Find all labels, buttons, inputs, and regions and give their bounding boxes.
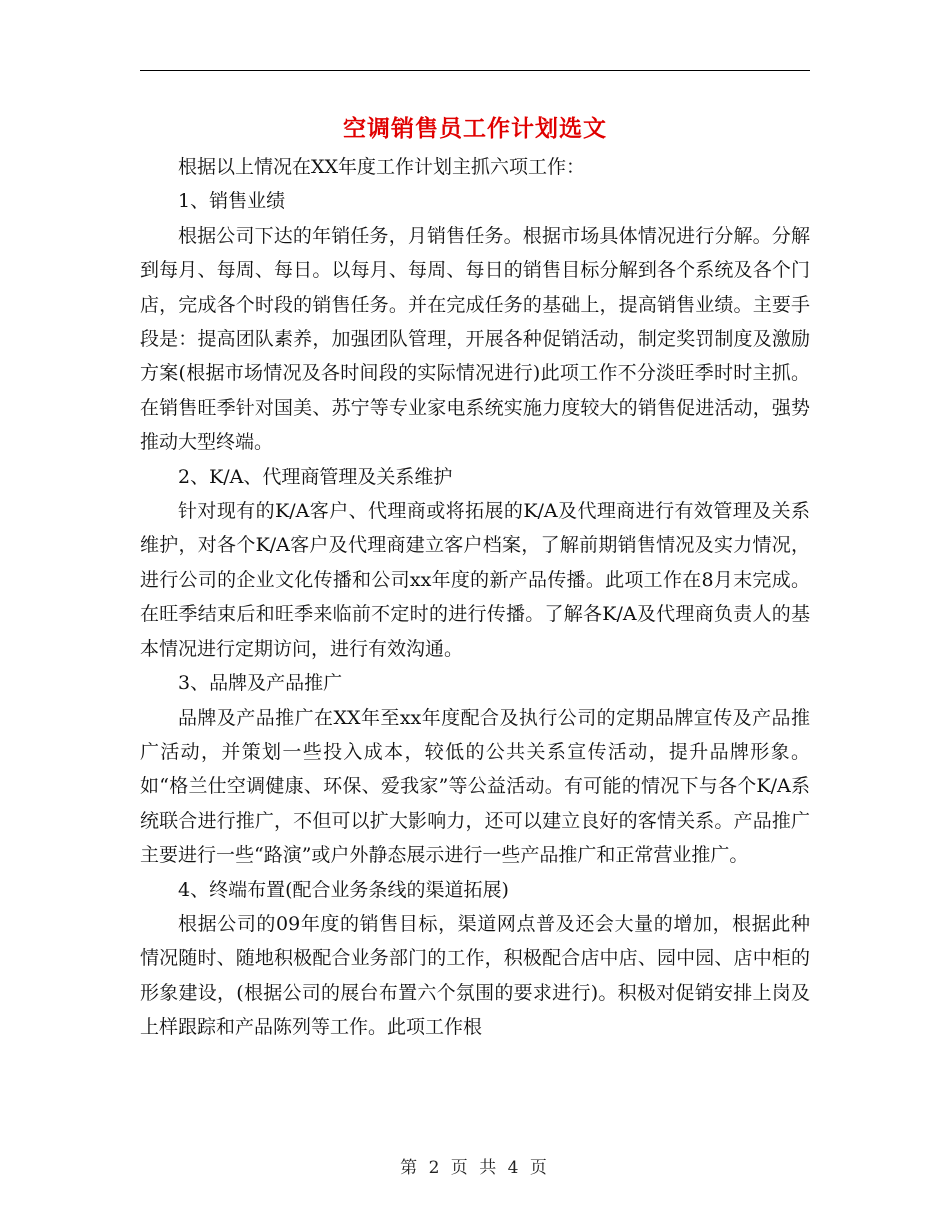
- section-heading-1: 1、销售业绩: [178, 190, 286, 213]
- header-rule: [140, 70, 810, 71]
- document-title: 空调销售员工作计划选文: [343, 115, 607, 142]
- section-heading-3: 3、品牌及产品推广: [178, 672, 343, 695]
- paragraph-1: 根据公司下达的年销任务，月销售任务。根据市场具体情况进行分解。分解到每月、每周、每日。以每月、每周、每日的销售目标分解到各个系统及各个门店，完成各个时段的销售任务。并在完成任务的基础上，提高销售业绩。主要手段是：提高团队素养，加强团队管理，开展各种促销活动，制定奖罚制度及激励方案(根据市场情况及各时间段的实际情况进行)此项工作不分淡旺季时时主抓。在销售旺季针对国美、苏宁等专业家电系统实施力度较大的销售促进活动，强势推动大型终端。: [140, 224, 810, 454]
- paragraph-intro: 根据以上情况在XX年度工作计划主抓六项工作：: [178, 156, 586, 178]
- paragraph-2: 针对现有的K/A客户、代理商或将拓展的K/A及代理商进行有效管理及关系维护，对各个K/A客户及代理商建立客户档案，了解前期销售情况及实力情况，进行公司的企业文化传播和公司xx年度的新产品传播。此项工作在8月末完成。在旺季结束后和旺季来临前不定时的进行传播。了解各K/A及代理商负责人的基本情况进行定期访问，进行有效沟通。: [140, 500, 810, 660]
- paragraph-4: 根据公司的09年度的销售目标，渠道网点普及还会大量的增加，根据此种情况随时、随地积极配合业务部门的工作，积极配合店中店、园中园、店中柜的形象建设，(根据公司的展台布置六个氛围的要求进行)。积极对促销安排上岗及上样跟踪和产品陈列等工作。此项工作根: [140, 912, 810, 1039]
- section-heading-2: 2、K/A、代理商管理及关系维护: [178, 465, 453, 488]
- section-heading-4: 4、终端布置(配合业务条线的渠道拓展): [178, 878, 509, 901]
- page-number-footer: 第 2 页 共 4 页: [400, 1158, 550, 1178]
- document-body: [140, 150, 810, 1045]
- paragraph-3: 品牌及产品推广在XX年至xx年度配合及执行公司的定期品牌宣传及产品推广活动，并策划一些投入成本，较低的公共关系宣传活动，提升品牌形象。如“格兰仕空调健康、环保、爱我家”等公益活动。有可能的情况下与各个K/A系统联合进行推广，不但可以扩大影响力，还可以建立良好的客情关系。产品推广主要进行一些“路演”或户外静态展示进行一些产品推广和正常营业推广。: [140, 706, 810, 867]
